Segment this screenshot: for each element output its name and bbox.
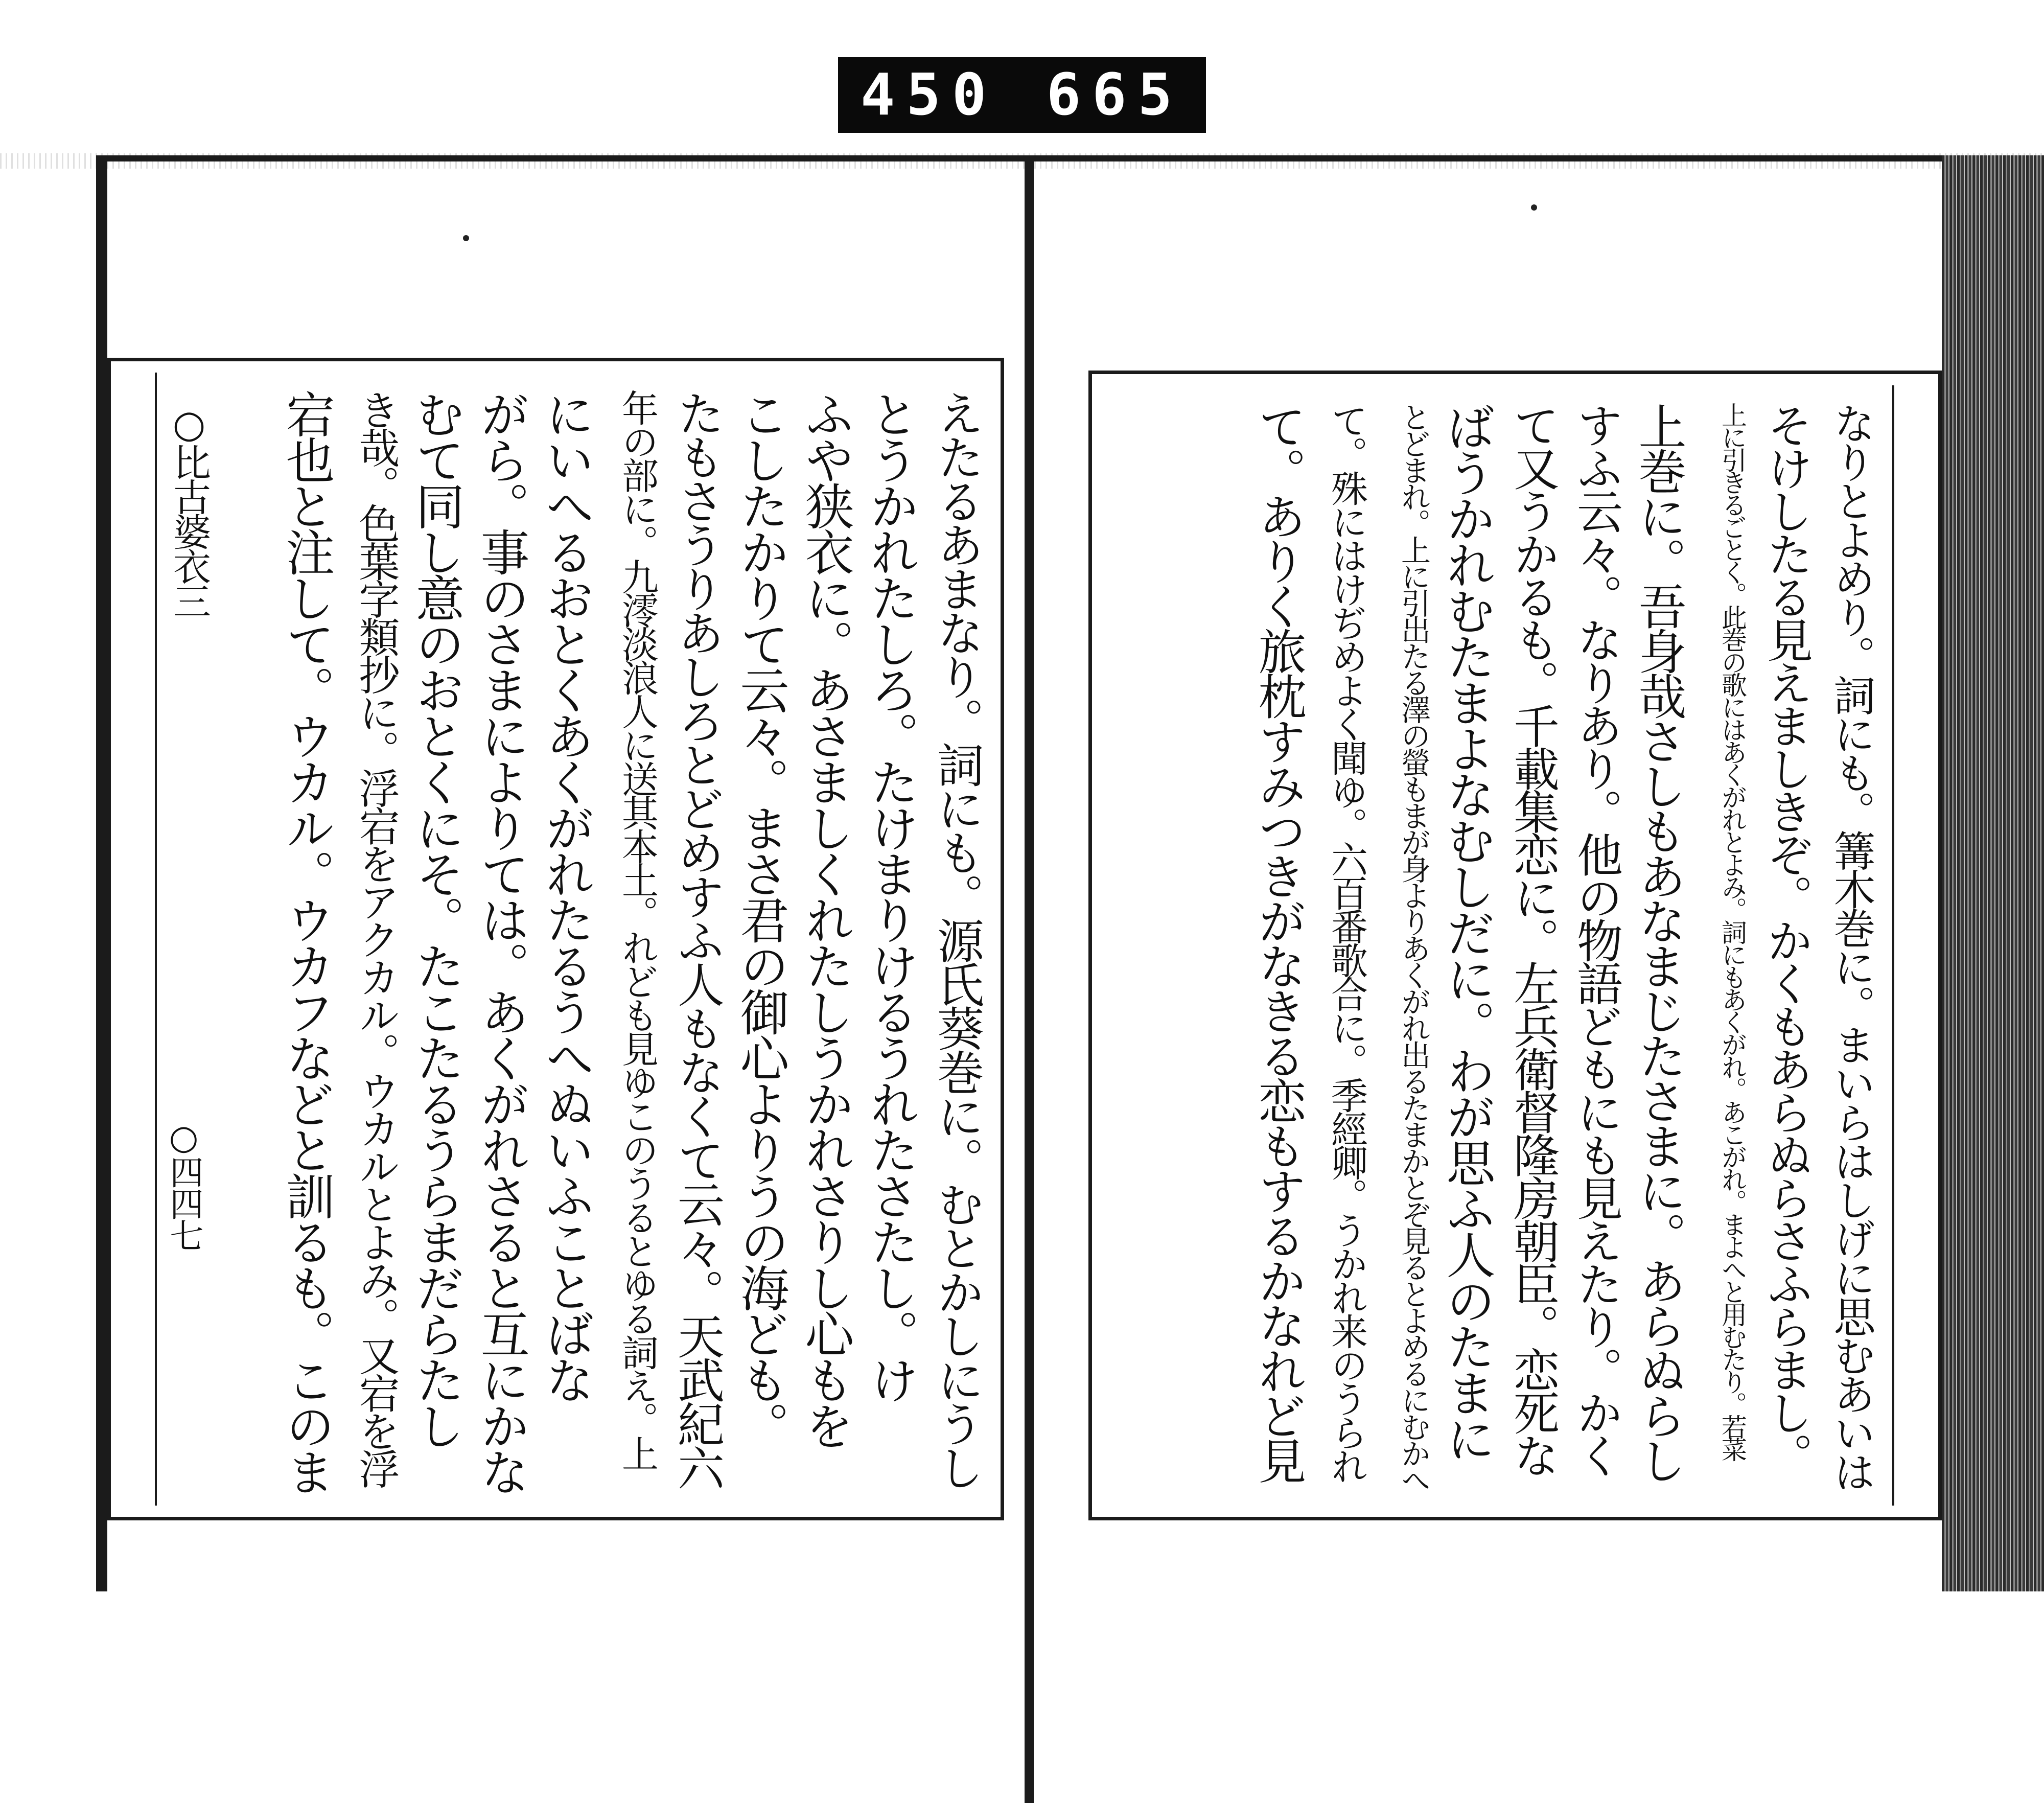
text-column: むて同し意のおとくにそ。たこたるうらまだらたし [408,389,465,1447]
text-column: て。ありく旅枕すみつきがなきる恋もするかなれど見 [1250,402,1306,1482]
running-title: ○比古婆衣三 [167,402,211,617]
text-column: とうかれたしろ。たけまりけるうれたさたし。け [862,389,919,1401]
book-left-edge [96,155,107,1591]
book-page-stack [1942,155,2044,1591]
text-column: とどまれ。上に引出たる澤の螢もまが身よりあくがれ出るたまかとぞ見るとよめるにむかへ [1396,402,1431,1492]
call-number-label [838,57,1206,133]
text-column: 上巻に。吾身哉さしもあなまじたさまに。あらぬらし [1630,402,1686,1482]
text-column: き哉。色葉字類抄に。浮宕をアクカル。ウカルとよみ。又宕を浮 [352,389,400,1486]
text-column: ふや狭衣に。あさましくれたしうかれさりし心もを [797,389,854,1447]
call-number-right: 665 [1046,62,1183,128]
text-column: そけしたる見えましきぞ。かくもあらぬらさふらまし。 [1759,402,1813,1475]
text-columns [1123,402,1875,1496]
call-number-left: 450 [861,62,998,128]
text-column: たもさうりあしろとどめすふ人もなくて云々。天武紀六 [670,389,725,1488]
text-column: て。殊にはけぢめよく聞ゆ。六百番歌合に。季經卿。うかれ来のうられ [1325,402,1368,1482]
text-column: すふ云々。なりあり。他の物語どもにも見えたり。かく [1569,402,1622,1475]
text-column: えたるあまなり。詞にも。源氏葵巻に。むとかしにうし [930,389,984,1488]
ink-speck [463,235,469,241]
ink-speck [1531,204,1537,211]
text-columns [213,389,984,1496]
text-column: ばうかれむたまよなむしだに。わが思ふ人のたまに [1438,402,1496,1460]
margin-rule [1892,385,1894,1506]
text-column: 年の部に。九澪淡浪人に送其本土。れども見ゆこのうるとゆる詞え。上 [616,389,659,1469]
text-column: て又うかるも。千載集恋に。左兵衛督隆房朝臣。恋死な [1505,402,1559,1475]
left-page-text-block [107,358,1004,1520]
book-spine [1025,155,1034,1803]
text-column: こしたかりて云々。まさ君の御心よりうの海ども。 [732,389,789,1447]
text-column: 宕也と注して。ウカル。ウカフなどと訓るも。このま [278,389,335,1493]
page-number: ○四四七 [164,1118,203,1250]
text-column: がら。事のさまによりては。あくがれさると互にかな [473,389,530,1493]
right-page-text-block [1088,371,1942,1520]
book-top-edge [97,155,1947,161]
text-column: なりとよめり。詞にも。篝木巻に。まいらはしげに思むあいは [1827,402,1875,1490]
text-column: 上に引きるごとく。此巻の歌にはあくがれとよみ。詞にもあくがれ。あこがれ。まよへと用むたり。若菜 [1717,402,1747,1459]
text-column: にいへるおとくあくがれたるうへぬいふことばな [538,389,595,1401]
